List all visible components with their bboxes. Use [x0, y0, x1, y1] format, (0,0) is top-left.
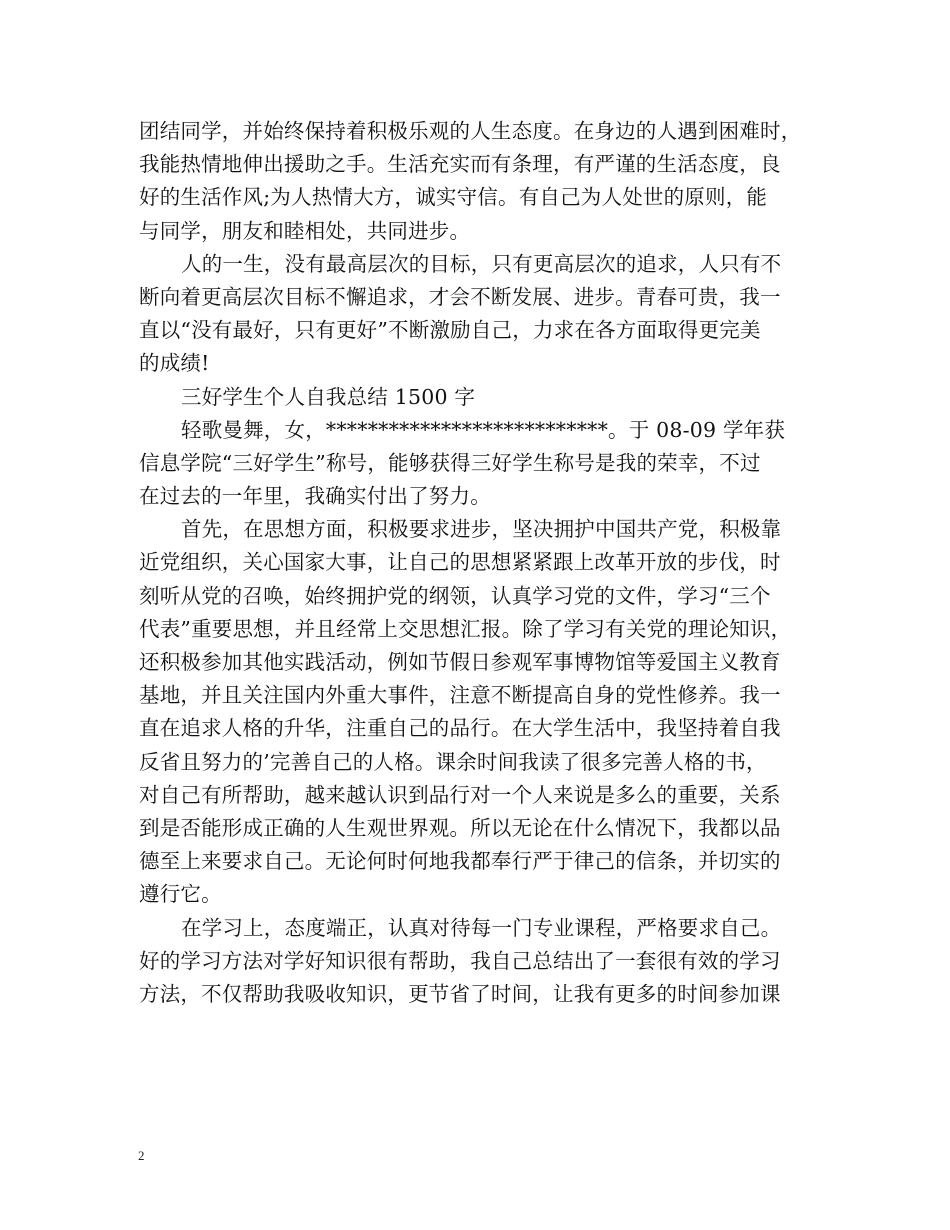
- text-line: 断向着更高层次目标不懈追求，才会不断发展、进步。青春可贵，我一: [139, 284, 781, 309]
- text-line: 直以“没有最好，只有更好”不断激励自己，力求在各方面取得更完美: [139, 318, 761, 343]
- text-line: 遵行它。: [139, 882, 222, 907]
- page-number: 2: [138, 1148, 145, 1163]
- text-line: 的成绩!: [139, 351, 210, 376]
- paragraph-first-line: 首先，在思想方面，积极要求进步，坚决拥护中国共产党，积极靠: [181, 517, 782, 542]
- text-line: 到是否能形成正确的人生观世界观。所以无论在什么情况下，我都以品: [139, 815, 781, 840]
- paragraph-first-line: 在学习上，态度端正，认真对待每一门专业课程，严格要求自己。: [181, 915, 782, 940]
- paragraph-first-line: 轻歌曼舞，女，***************************。于 08-09 学年获: [181, 417, 786, 442]
- text-line: 反省且努力的’完善自己的人格。课余时间我读了很多完善人格的书，: [139, 749, 767, 774]
- text-line: 近党组织，关心国家大事，让自己的思想紧紧跟上改革开放的步伐，时: [139, 550, 781, 575]
- text-line: 方法，不仅帮助我吸收知识，更节省了时间，让我有更多的时间参加课: [139, 981, 781, 1006]
- document-body-text: [139, 115, 829, 1011]
- paragraph-first-line: 三好学生个人自我总结 1500 字: [181, 384, 476, 409]
- text-line: 德至上来要求自己。无论何时何地我都奉行严于律己的信条，并切实的: [139, 849, 781, 874]
- text-line: 团结同学，并始终保持着积极乐观的人生态度。在身边的人遇到困难时，: [139, 119, 802, 143]
- text-line: 刻听从党的召唤，始终拥护党的纲领，认真学习党的文件，学习“三个: [139, 583, 771, 608]
- text-line: 好的生活作风;为人热情大方，诚实守信。有自己为人处世的原则，能: [139, 185, 768, 210]
- text-line: 代表”重要思想，并且经常上交思想汇报。除了学习有关党的理论知识，: [139, 616, 792, 641]
- text-line: 在过去的一年里，我确实付出了努力。: [139, 484, 491, 509]
- text-line: 与同学，朋友和睦相处，共同进步。: [139, 218, 471, 243]
- text-line: 直在追求人格的升华，注重自己的品行。在大学生活中，我坚持着自我: [139, 716, 781, 741]
- text-line: 还积极参加其他实践活动，例如节假日参观军事博物馆等爱国主义教育: [139, 650, 781, 674]
- paragraph-first-line: 人的一生，没有最高层次的目标，只有更高层次的追求，人只有不: [181, 251, 782, 276]
- text-line: 好的学习方法对学好知识很有帮助，我自己总结出了一套很有效的学习: [139, 948, 781, 973]
- text-line: 对自己有所帮助，越来越认识到品行对一个人来说是多么的重要，关系: [139, 782, 781, 807]
- text-line: 信息学院“三好学生”称号，能够获得三好学生称号是我的荣幸，不过: [139, 450, 761, 475]
- text-line: 基地，并且关注国内外重大事件，注意不断提高自身的党性修养。我一: [139, 683, 781, 708]
- text-line: 我能热情地伸出援助之手。生活充实而有条理，有严谨的生活态度，良: [139, 152, 781, 177]
